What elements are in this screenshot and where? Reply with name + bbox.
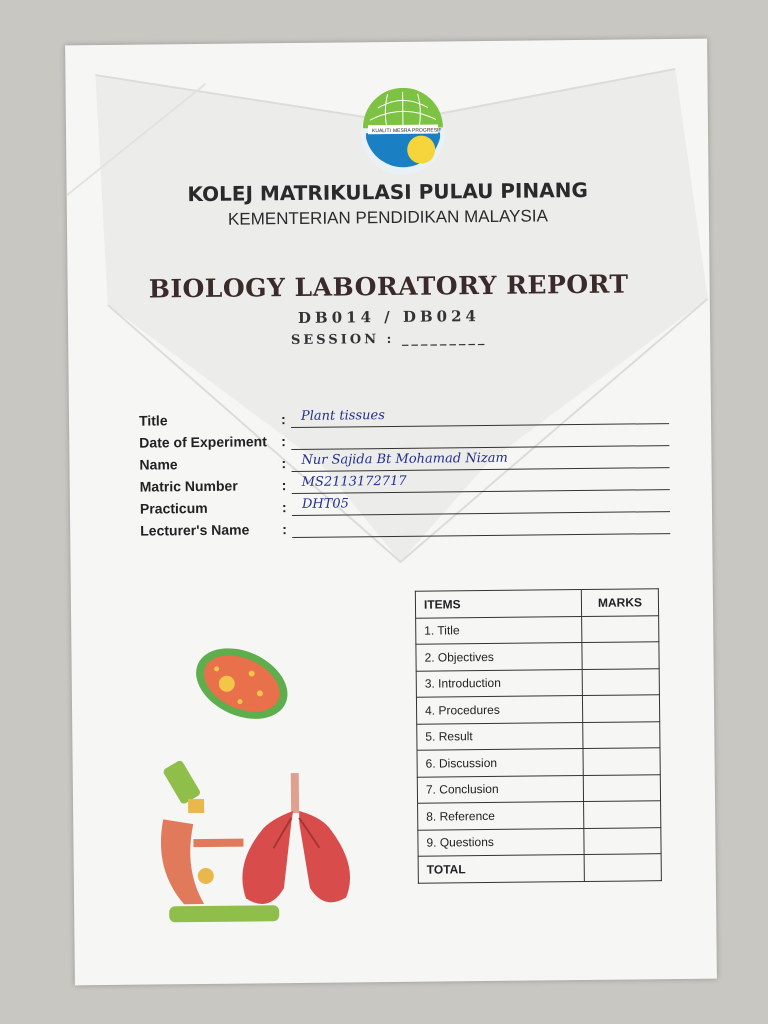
ministry-name: KEMENTERIAN PENDIDIKAN MALAYSIA [227,206,548,229]
field-value[interactable]: DHT05 [301,496,349,512]
field-value[interactable]: MS2113172717 [301,473,407,490]
item-label: 3. Introduction [416,669,582,697]
field-colon: : [281,455,287,472]
field-colon: : [281,477,287,494]
cell-icon [184,634,299,734]
mark-cell[interactable] [584,801,661,828]
field-label: Practicum [139,499,208,517]
total-row [418,854,661,883]
mark-cell[interactable] [582,642,659,669]
report-title: BIOLOGY LABORATORY REPORT [148,269,629,304]
mark-cell[interactable] [583,774,660,801]
college-name: KOLEJ MATRIKULASI PULAU PINANG [187,177,588,207]
field-label: Date of Experiment [139,433,267,451]
course-codes: DB014 / DB024 [297,307,481,327]
college-logo [358,87,449,178]
table-row [416,615,659,644]
table-row [417,748,660,777]
item-label: 9. Questions [418,828,584,856]
marks-table [415,588,662,883]
field-value[interactable]: Nur Sajida Bt Mohamad Nizam [301,450,508,468]
lab-report-cover [65,39,717,986]
mark-cell[interactable] [584,827,661,854]
field-colon: : [280,411,286,428]
field-colon: : [281,499,287,516]
field-label: Matric Number [139,477,238,495]
svg-text:PROGRESIF: PROGRESIF [411,127,442,134]
details-form [139,405,670,543]
session-field: SESSION : _________ [290,330,488,349]
mark-cell[interactable] [583,748,660,775]
item-label: 5. Result [417,722,583,750]
item-label: 4. Procedures [416,696,582,724]
table-row [417,774,660,803]
field-label: Name [139,456,178,473]
mark-cell[interactable] [583,721,660,748]
mark-cell[interactable] [582,668,659,695]
field-value[interactable]: Plant tissues [300,408,385,424]
biology-illustration [131,612,394,935]
field-colon: : [281,433,287,450]
svg-text:KUALITI: KUALITI [371,127,391,135]
items-header: ITEMS [415,590,581,618]
table-row [418,801,661,830]
field-label: Lecturer's Name [140,521,250,539]
table-row [418,827,661,856]
table-row [416,668,659,697]
marks-header: MARKS [581,589,658,616]
mark-cell[interactable] [582,695,659,722]
table-row [416,695,659,724]
item-label: 7. Conclusion [417,775,583,803]
mark-cell[interactable] [582,615,659,642]
item-label: 1. Title [416,616,582,644]
table-row [417,721,660,750]
svg-text:MESRA: MESRA [392,127,411,134]
table-row [416,642,659,671]
item-label: 6. Discussion [417,749,583,777]
lungs-icon [241,772,350,904]
total-cell[interactable] [584,854,661,881]
total-label: TOTAL [418,854,584,882]
field-underline [292,533,670,538]
item-label: 8. Reference [418,801,584,829]
item-label: 2. Objectives [416,643,582,671]
field-colon: : [282,521,287,538]
field-label: Title [138,412,168,429]
table-header-row [415,589,658,618]
